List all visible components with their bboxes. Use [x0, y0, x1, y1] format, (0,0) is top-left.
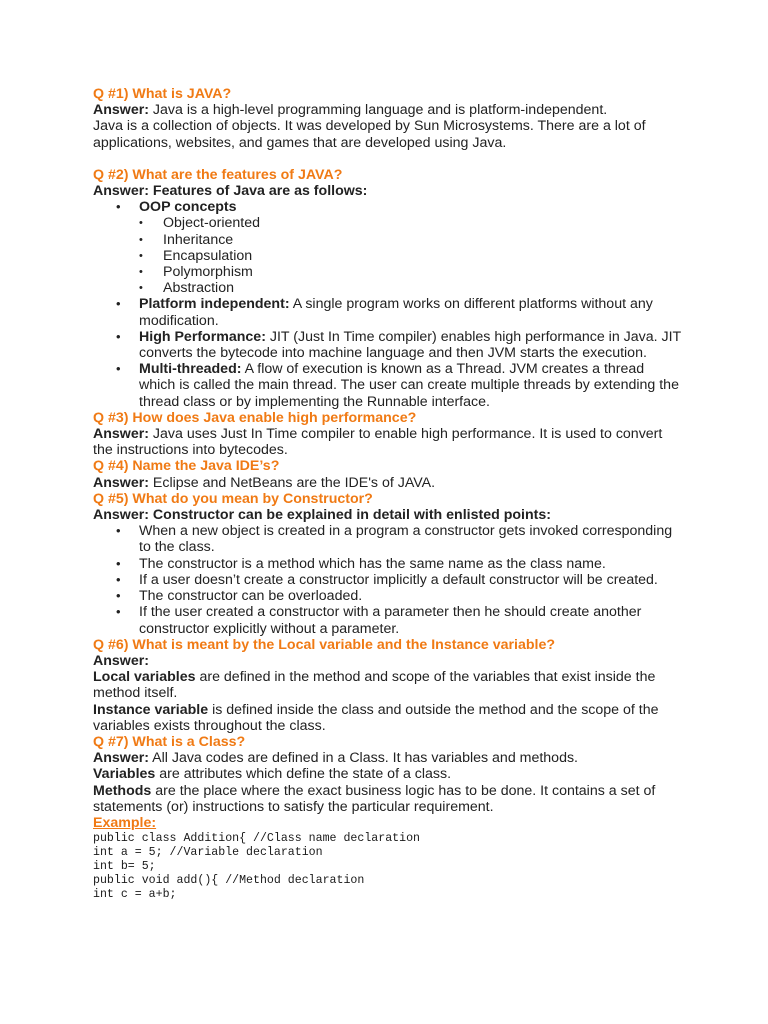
- code-line: public void add(){ //Method declaration: [93, 874, 365, 888]
- feature-text: A single program works on different platforms without any modification.: [139, 296, 653, 329]
- question-5-heading: Q #5) What do you mean by Constructor?: [93, 490, 373, 507]
- methods-text: are the place where the exact business logic has to be done. It contains a set of statements (or) instructions to satisfy the particular requirement.: [93, 782, 656, 815]
- variables-paragraph: [93, 766, 683, 782]
- answer-heading-text: Answer: Features of Java are as follows:: [93, 183, 368, 200]
- local-variable-paragraph: [93, 669, 683, 701]
- oop-concepts-label: OOP concepts: [139, 199, 237, 216]
- answer-label: Answer:: [93, 652, 149, 669]
- list-item: [93, 361, 683, 410]
- methods-label: Methods: [93, 782, 152, 799]
- question-6-answer-label: [93, 653, 683, 669]
- features-list: [93, 199, 683, 410]
- feature-label: Platform independent:: [139, 296, 290, 313]
- question-1-answer-line-2: Java is a collection of objects. It was developed by Sun Microsystems. There are a lot of applications, websites, and games that are developed using Java.: [93, 118, 646, 151]
- code-line: public class Addition{ //Class name declaration: [93, 832, 420, 846]
- list-item: [93, 199, 683, 296]
- question-2-heading: Q #2) What are the features of JAVA?: [93, 166, 343, 183]
- code-line: int c = a+b;: [93, 888, 177, 902]
- list-item: • If a user doesn’t create a constructor implicitly a default constructor will be created.: [93, 572, 683, 588]
- document-content: [93, 86, 683, 902]
- question-7-answer: [93, 750, 683, 766]
- list-item: [93, 296, 683, 328]
- constructor-points-list: [93, 523, 683, 636]
- question-4-answer: [93, 475, 683, 491]
- local-variables-text: are defined in the method and scope of the variables that exist inside the method itself.: [93, 669, 656, 702]
- list-item: • When a new object is created in a program a constructor gets invoked corresponding to the class.: [93, 523, 683, 555]
- feature-text: A flow of execution is known as a Thread. JVM creates a thread which is called the main thread. The user can create multiple threads by extending the thread class or by implementing the Runnable interface.: [139, 361, 679, 410]
- list-item: [93, 329, 683, 361]
- answer-text: All Java codes are defined in a Class. It has variables and methods.: [148, 750, 579, 767]
- feature-label: High Performance:: [139, 328, 266, 345]
- feature-text: JIT (Just In Time compiler) enables high performance in Java. JIT converts the bytecode into machine language and then JVM starts the execution.: [139, 328, 681, 362]
- list-item: • If the user created a constructor with a parameter then he should create another constructor explicitly without a parameter.: [93, 604, 683, 636]
- code-line: int b= 5;: [93, 860, 156, 874]
- instance-variable-label: Instance variable: [93, 701, 209, 718]
- list-item: • Polymorphism: [93, 264, 683, 280]
- question-1-heading: Q #1) What is JAVA?: [93, 86, 232, 102]
- answer-label: Answer:: [93, 750, 149, 767]
- variables-label: Variables: [93, 766, 156, 783]
- list-item: • The constructor can be overloaded.: [93, 588, 683, 604]
- answer-text: Eclipse and NetBeans are the IDE's of JAVA.: [148, 474, 436, 491]
- list-item: • Abstraction: [93, 280, 683, 296]
- answer-label: Answer:: [93, 474, 149, 491]
- question-2-answer-heading: [93, 183, 683, 199]
- instance-variable-text: is defined inside the class and outside the method and the scope of the variables exists throughout the class.: [93, 701, 659, 734]
- question-4-heading: Q #4) Name the Java IDE’s?: [93, 458, 280, 475]
- list-item: • The constructor is a method which has the same name as the class name.: [93, 556, 683, 572]
- example-heading: [93, 815, 683, 831]
- instance-variable-paragraph: [93, 702, 683, 734]
- answer-text: Java uses Just In Time compiler to enable high performance. It is used to convert the instructions into bytecodes.: [93, 426, 663, 459]
- variables-text: are attributes which define the state of a class.: [155, 766, 452, 783]
- question-1-answer-line-1: [93, 102, 683, 118]
- local-variables-label: Local variables: [93, 669, 196, 686]
- oop-concepts-list: [139, 215, 683, 296]
- answer-heading-text: Answer: Constructor can be explained in detail with enlisted points:: [93, 507, 552, 524]
- question-5-answer-heading: [93, 507, 683, 523]
- answer-label: Answer:: [93, 102, 149, 119]
- answer-text: Java is a high-level programming language and is platform-independent.: [148, 102, 608, 119]
- methods-paragraph: [93, 783, 683, 815]
- code-line: int a = 5; //Variable declaration: [93, 846, 323, 860]
- answer-label: Answer:: [93, 426, 149, 443]
- example-label: Example:: [93, 814, 157, 831]
- code-block: [93, 832, 683, 902]
- feature-label: Multi-threaded:: [139, 361, 242, 378]
- question-7-heading: Q #7) What is a Class?: [93, 733, 246, 750]
- list-item: • Encapsulation: [93, 248, 683, 264]
- list-item: • Inheritance: [93, 232, 683, 248]
- question-3-heading: Q #3) How does Java enable high performance?: [93, 409, 417, 426]
- list-item: • Object-oriented: [93, 215, 683, 231]
- question-3-answer: [93, 426, 683, 458]
- question-6-heading: Q #6) What is meant by the Local variable and the Instance variable?: [93, 636, 556, 653]
